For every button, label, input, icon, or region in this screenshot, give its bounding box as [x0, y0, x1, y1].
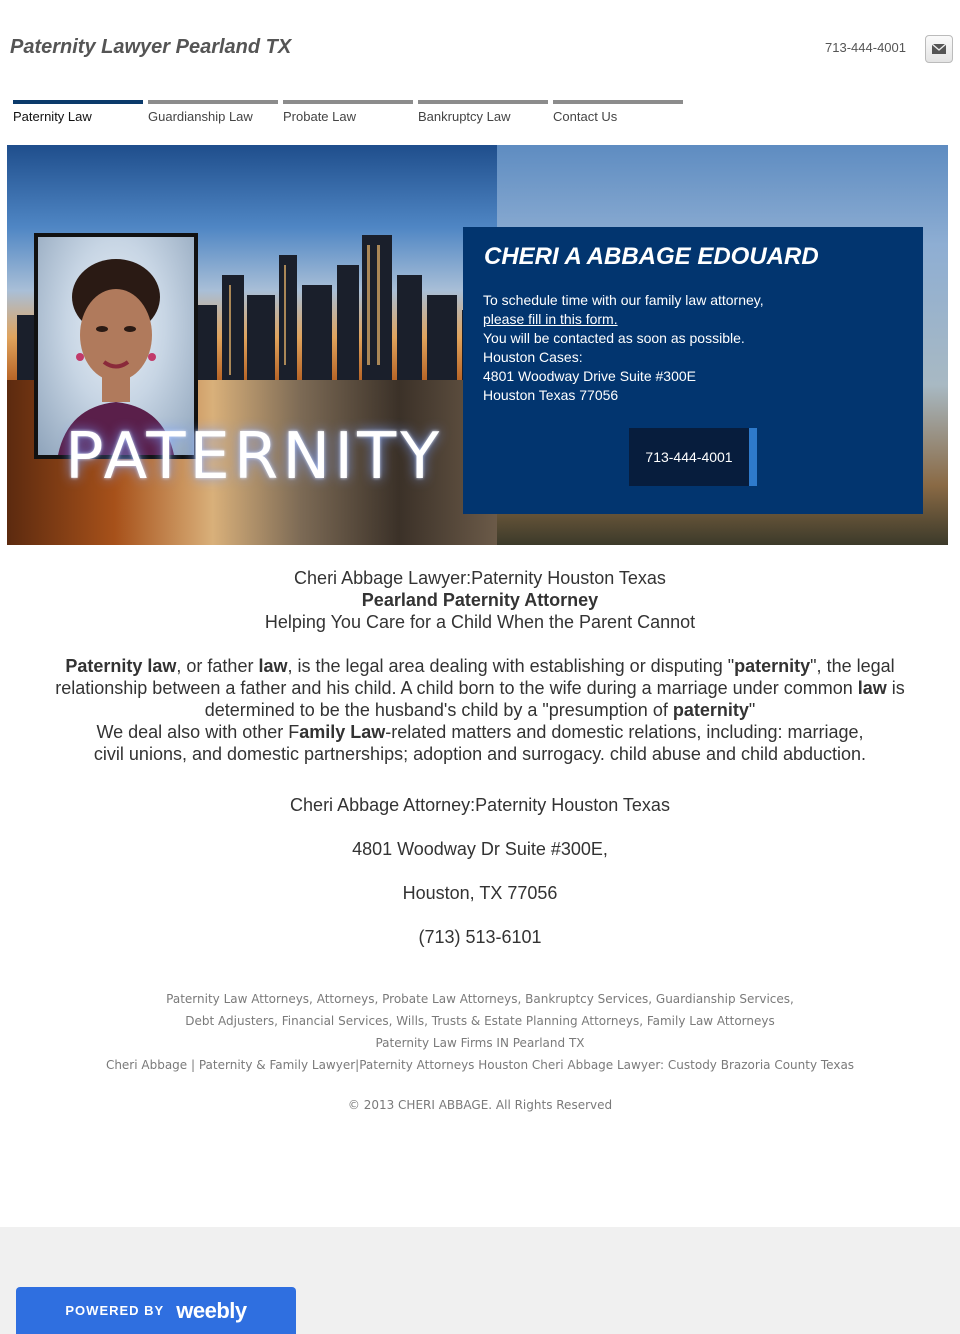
info-line-city: Houston Texas 77056 — [483, 387, 619, 403]
bold-term: Paternity law — [65, 656, 177, 676]
content-heading-2 — [20, 589, 940, 611]
nav-probate-law[interactable]: Probate Law — [283, 100, 413, 124]
mail-button[interactable] — [925, 35, 953, 63]
copyright: © 2013 CHERI ABBAGE. All Rights Reserved — [347, 1098, 613, 1112]
content-heading-1: Cheri Abbage Lawyer:Paternity Houston Texas — [294, 568, 666, 588]
nav-bankruptcy-law[interactable]: Bankruptcy Law — [418, 100, 548, 124]
footer-links-line-4[interactable]: Cheri Abbage | Paternity & Family Lawyer|Paternity Attorneys Houston Cheri Abbage Lawyer: Custody Brazoria County Texas — [105, 1058, 855, 1072]
info-line-contacted: You will be contacted as soon as possible. — [483, 330, 745, 346]
call-button[interactable]: 713-444-4001 — [629, 428, 757, 486]
contact-title: Cheri Abbage Attorney:Paternity Houston Texas — [290, 795, 670, 815]
bold-term: amily Law — [299, 722, 386, 742]
bold-term: paternity — [734, 656, 811, 676]
family-law-paragraph — [20, 721, 940, 743]
nav-paternity-law[interactable]: Paternity Law — [13, 100, 143, 124]
para-text: , is the legal area dealing with establishing or disputing " — [287, 656, 735, 676]
para-text: We deal also with other F — [96, 722, 300, 742]
contact-phone[interactable]: (713) 513-6101 — [418, 927, 542, 947]
contact-form-link[interactable]: please fill in this form. — [483, 311, 618, 327]
para-text: , or father — [176, 656, 259, 676]
contact-info-box — [463, 227, 923, 514]
contact-block — [0, 794, 960, 970]
weebly-logo: weebly — [176, 1297, 247, 1323]
site-title[interactable]: Paternity Lawyer Pearland TX — [10, 36, 292, 58]
bold-term: paternity — [672, 700, 749, 720]
nav-contact-us[interactable]: Contact Us — [553, 100, 683, 124]
para-text: ", the legal relationship between a father and his child. A child born to the wife during a marriage under common — [55, 656, 895, 698]
powered-by-weebly-badge[interactable] — [16, 1287, 296, 1334]
footer-links — [0, 988, 960, 1076]
para-text: is determined to be the husband's child by a "presumption of — [204, 678, 905, 720]
contact-street: 4801 Woodway Dr Suite #300E, — [352, 839, 608, 859]
powered-by-label: POWERED BY — [65, 1303, 165, 1318]
info-line-houston-cases: Houston Cases: — [483, 349, 583, 365]
footer-links-line-2[interactable]: Debt Adjusters, Financial Services, Wills, Trusts & Estate Planning Attorneys, Family Law Attorneys — [185, 1014, 775, 1028]
content-heading-3: Helping You Care for a Child When the Parent Cannot — [264, 612, 696, 632]
footer-links-line-1[interactable]: Paternity Law Attorneys, Attorneys, Probate Law Attorneys, Bankruptcy Services, Guardianship Services, — [166, 992, 794, 1006]
footer-links-line-3[interactable]: Paternity Law Firms IN Pearland TX — [375, 1036, 585, 1050]
banner-paternity-text: PATERNITY — [65, 420, 444, 494]
para-text: -related matters and domestic relations, including: marriage, — [385, 722, 864, 742]
main-nav — [13, 100, 683, 124]
main-content — [20, 567, 940, 765]
nav-guardianship-law[interactable]: Guardianship Law — [148, 100, 278, 124]
paternity-paragraph — [20, 655, 940, 721]
header-phone[interactable]: 713-444-4001 — [825, 40, 906, 55]
info-line-schedule: To schedule time with our family law attorney, — [483, 292, 764, 308]
bold-term: law — [857, 678, 887, 698]
info-line-street: 4801 Woodway Drive Suite #300E — [483, 368, 696, 384]
family-law-paragraph-cont: civil unions, and domestic partnerships; adoption and surrogacy. child abuse and child abduction. — [93, 744, 867, 764]
attorney-name: CHERI A ABBAGE EDOUARD — [484, 243, 819, 270]
contact-city: Houston, TX 77056 — [402, 883, 558, 903]
bold-term: law — [258, 656, 288, 676]
mail-icon — [932, 44, 946, 54]
para-text: " — [748, 700, 756, 720]
content-heading-2-text: Pearland Paternity Attorney — [361, 590, 599, 610]
